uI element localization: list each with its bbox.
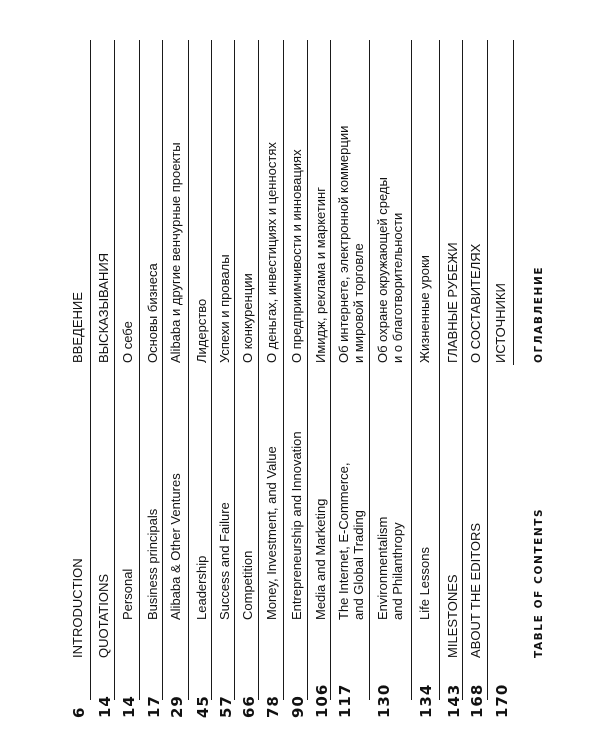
toc-entry xyxy=(313,0,331,750)
entry-title-en: QUOTATIONS xyxy=(96,573,111,658)
page-number: 14 xyxy=(120,695,138,718)
entry-title-ru: Об интернете, электронной коммерции и мировой торговле xyxy=(336,125,366,363)
entry-title-ru: ВВЕДЕНИЕ xyxy=(70,292,85,363)
page-number: 17 xyxy=(145,695,163,718)
row-divider xyxy=(369,40,370,700)
row-divider xyxy=(162,40,163,700)
toc-entry xyxy=(120,0,138,750)
toc-entry xyxy=(96,0,114,750)
entry-title-ru: Жизненные уроки xyxy=(417,255,432,363)
page-number: 66 xyxy=(240,695,258,718)
page-number: 170 xyxy=(493,683,511,718)
row-divider xyxy=(211,40,212,700)
entry-title-ru: ВЫСКАЗЫВАНИЯ xyxy=(96,252,111,363)
page-number: 90 xyxy=(289,695,307,718)
toc-entry xyxy=(194,0,212,750)
heading-ru: ОГЛАВЛЕНИЕ xyxy=(533,265,545,363)
entry-title-ru: О предприимчивости и инновациях xyxy=(289,149,304,363)
entry-title-en: Business principals xyxy=(145,508,160,620)
entry-title-en: MILESTONES xyxy=(445,574,460,658)
toc-entry xyxy=(493,0,511,750)
entry-title-en: Success and Failure xyxy=(217,502,232,620)
toc-entry xyxy=(375,0,405,750)
toc-entry xyxy=(168,0,186,750)
entry-title-ru: О СОСТАВИТЕЛЯХ xyxy=(468,243,483,363)
entry-title-en: ABOUT THE EDITORS xyxy=(468,522,483,658)
toc-entry xyxy=(145,0,163,750)
page-number: 143 xyxy=(445,683,463,718)
entry-title-en: Life Lessons xyxy=(417,547,432,620)
entry-title-ru: ИСТОЧНИКИ xyxy=(493,283,508,363)
entry-title-en: Media and Marketing xyxy=(313,498,328,620)
toc-entry xyxy=(70,0,88,750)
row-divider xyxy=(188,40,189,700)
row-divider xyxy=(258,40,259,700)
row-divider xyxy=(487,40,488,700)
entry-title-ru: О себе xyxy=(120,321,135,363)
page-number: 29 xyxy=(168,695,186,718)
row-divider xyxy=(513,40,514,365)
row-divider xyxy=(307,40,308,700)
page-number: 6 xyxy=(70,706,88,718)
row-divider xyxy=(90,40,91,700)
page-number: 45 xyxy=(194,695,212,718)
toc-entry xyxy=(468,0,486,750)
row-divider xyxy=(114,40,115,700)
entry-title-en: Personal xyxy=(120,568,135,620)
row-divider xyxy=(462,40,463,700)
entry-title-en: Competition xyxy=(240,550,255,620)
toc-entry xyxy=(417,0,435,750)
page-number: 78 xyxy=(264,695,282,718)
entry-title-ru: Об охране окружающей среды и о благотворительности xyxy=(375,177,405,363)
page-number: 106 xyxy=(313,683,331,718)
page-number: 130 xyxy=(375,683,393,718)
entry-title-ru: О конкуренции xyxy=(240,273,255,363)
row-divider xyxy=(411,40,412,700)
entry-title-en: The Internet, E-Commerce, and Global Trading xyxy=(336,462,366,620)
heading-en: TABLE OF CONTENTS xyxy=(533,507,545,658)
entry-title-en: Leadership xyxy=(194,555,209,620)
entry-title-en: Entrepreneurship and Innovation xyxy=(289,431,304,620)
row-divider xyxy=(439,40,440,700)
entry-title-ru: Alibaba и другие венчурные проекты xyxy=(168,142,183,363)
entry-title-en: Alibaba & Other Ventures xyxy=(168,473,183,620)
entry-title-ru: Успехи и провалы xyxy=(217,254,232,363)
entry-title-en: INTRODUCTION xyxy=(70,558,85,658)
entry-title-ru: О деньгах, инвестициях и ценностях xyxy=(264,142,279,363)
toc-entry xyxy=(445,0,463,750)
row-divider xyxy=(330,40,331,700)
row-divider xyxy=(234,40,235,700)
page-number: 117 xyxy=(336,683,354,718)
page-number: 168 xyxy=(468,683,486,718)
toc-entry xyxy=(264,0,282,750)
row-divider xyxy=(139,40,140,700)
page-number: 57 xyxy=(217,695,235,718)
toc-entry xyxy=(289,0,307,750)
toc-entry xyxy=(240,0,258,750)
row-divider xyxy=(283,40,284,700)
page-number: 14 xyxy=(96,695,114,718)
entry-title-ru: Имидж, реклама и маркетинг xyxy=(313,187,328,363)
entry-title-en: Environmentalism and Philanthropy xyxy=(375,516,405,620)
entry-title-en: Money, Investment, and Value xyxy=(264,446,279,620)
entry-title-ru: ГЛАВНЫЕ РУБЕЖИ xyxy=(445,242,460,363)
page-number: 134 xyxy=(417,683,435,718)
toc-entry xyxy=(336,0,366,750)
toc-entry xyxy=(217,0,235,750)
entry-title-ru: Основы бизнеса xyxy=(145,263,160,363)
entry-title-ru: Лидерство xyxy=(194,298,209,363)
